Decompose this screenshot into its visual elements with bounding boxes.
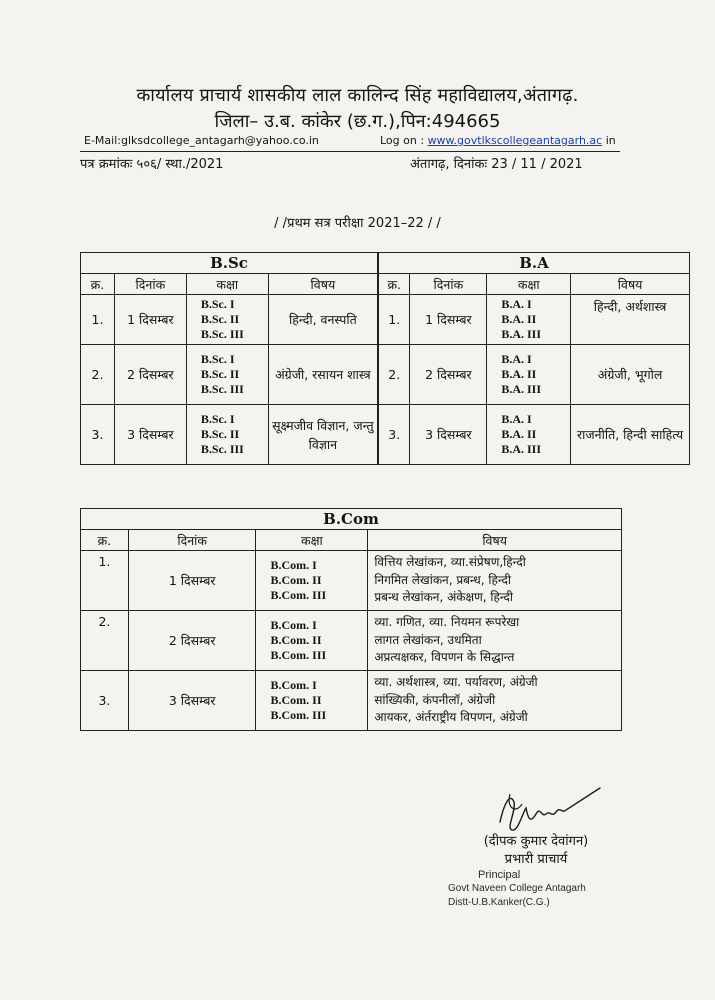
stamp-line: Govt Naveen College Antagarh (448, 883, 586, 894)
subject-list (368, 671, 622, 731)
office-address: जिला– उ.ब. कांकेर (छ.ग.),पिन:494665 (214, 111, 501, 132)
column-header-sno: क्र. (81, 274, 115, 295)
exam-date: 1 दिसम्बर (128, 551, 256, 611)
class-list (487, 345, 571, 405)
column-header-subject: विषय (571, 274, 690, 295)
letter-number: पत्र क्रमांकः ५०६/ स्था./2021 (80, 157, 224, 172)
exam-date: 2 दिसम्बर (128, 611, 256, 671)
serial-number: 3. (81, 671, 129, 731)
class-name: B.A. I (501, 352, 532, 366)
table-row (81, 405, 690, 465)
class-name: B.Com. II (270, 633, 322, 647)
column-header-date: दिनांक (410, 274, 487, 295)
exam-date: 2 दिसम्बर (114, 345, 186, 405)
logon-text (380, 134, 616, 147)
serial-number: 1. (378, 295, 410, 345)
class-name: B.Sc. III (200, 442, 244, 456)
class-list (186, 405, 268, 465)
bsc-ba-timetable (80, 252, 690, 465)
subject-line: लागत लेखांकन, उधमिता (374, 632, 482, 647)
letter-date: अंतागढ़, दिनांकः 23 / 11 / 2021 (410, 157, 583, 172)
class-name: B.Com. I (270, 558, 317, 572)
class-list (487, 405, 571, 465)
class-name: B.Sc. I (200, 412, 235, 426)
bcom-section-title: B.Com (81, 509, 622, 530)
class-name: B.Sc. I (200, 352, 235, 366)
exam-date: 2 दिसम्बर (410, 345, 487, 405)
subject-line: निगमित लेखांकन, प्रबन्ध, हिन्दी (374, 572, 512, 587)
ba-section-title: B.A (378, 253, 689, 274)
exam-subject: राजनीति, हिन्दी साहित्य (571, 405, 690, 465)
class-list (186, 345, 268, 405)
column-header-date: दिनांक (128, 530, 256, 551)
column-header-sno: क्र. (81, 530, 129, 551)
column-header-subject: विषय (368, 530, 622, 551)
website-link[interactable]: www.govtlkscollegeantagarh.ac (427, 134, 603, 147)
subject-line: अप्रत्यक्षकर, विपणन के सिद्धान्त (374, 650, 515, 665)
class-name: B.Com. III (270, 708, 327, 722)
table-row (81, 671, 622, 731)
column-header-class: कक्षा (256, 530, 368, 551)
exam-date: 3 दिसम्बर (410, 405, 487, 465)
serial-number: 2. (81, 611, 129, 671)
class-name: B.Com. II (270, 573, 322, 587)
class-name: B.Com. II (270, 693, 322, 707)
subject-line: आयकर, अंर्तराष्ट्रीय विपणन, अंग्रेजी (374, 710, 528, 725)
serial-number: 2. (378, 345, 410, 405)
exam-subject: हिन्दी, अर्थशास्त्र (571, 295, 690, 345)
class-name: B.Sc. III (200, 382, 244, 396)
subject-line: वित्तिय लेखांकन, व्या.संप्रेषण,हिन्दी (374, 555, 526, 570)
table-row (81, 551, 622, 611)
column-header-class: कक्षा (186, 274, 268, 295)
class-name: B.A. III (501, 327, 541, 341)
class-name: B.Com. I (270, 618, 317, 632)
exam-subject: अंग्रेजी, भूगोल (571, 345, 690, 405)
serial-number: 1. (81, 551, 129, 611)
class-name: B.A. II (501, 312, 537, 326)
signatory-name: (दीपक कुमार देवांगन) (483, 834, 589, 849)
table-row (81, 345, 690, 405)
bsc-section-title: B.Sc (81, 253, 379, 274)
email-text: E-Mail:glksdcollege_antagarh@yahoo.co.in (84, 134, 319, 147)
class-name: B.A. II (501, 367, 537, 381)
exam-subject: अंग्रेजी, रसायन शास्त्र (268, 345, 378, 405)
serial-number: 3. (378, 405, 410, 465)
stamp-line: Distt-U.B.Kanker(C.G.) (448, 897, 550, 908)
column-header-subject: विषय (268, 274, 378, 295)
exam-subject: हिन्दी, वनस्पति (268, 295, 378, 345)
exam-title: / /प्रथम सत्र परीक्षा 2021–22 / / (274, 216, 441, 231)
subject-line: प्रबन्ध लेखांकन, अंकेक्षण, हिन्दी (374, 590, 514, 605)
class-name: B.Com. III (270, 648, 327, 662)
serial-number: 1. (81, 295, 115, 345)
class-list (256, 611, 368, 671)
subject-line: व्या. गणित, व्या. नियमन रूपरेखा (374, 615, 520, 630)
office-heading: कार्यालय प्राचार्य शासकीय लाल कालिन्द सिंह महाविद्यालय,अंतागढ़. (136, 85, 579, 106)
class-list (256, 671, 368, 731)
class-name: B.A. III (501, 382, 541, 396)
header-divider (80, 151, 620, 152)
table-row (81, 611, 622, 671)
class-name: B.Sc. I (200, 297, 235, 311)
serial-number: 2. (81, 345, 115, 405)
subject-line: व्या. अर्थशास्त्र, व्या. पर्यावरण, अंग्रेजी (374, 675, 538, 690)
class-name: B.Sc. II (200, 312, 240, 326)
column-header-class: कक्षा (487, 274, 571, 295)
class-name: B.Sc. III (200, 327, 244, 341)
serial-number: 3. (81, 405, 115, 465)
class-list (487, 295, 571, 345)
exam-date: 3 दिसम्बर (114, 405, 186, 465)
class-name: B.A. I (501, 412, 532, 426)
subject-list (368, 611, 622, 671)
class-name: B.A. III (501, 442, 541, 456)
exam-date: 1 दिसम्बर (114, 295, 186, 345)
table-row (81, 295, 690, 345)
bcom-timetable (80, 508, 622, 731)
exam-date: 1 दिसम्बर (410, 295, 487, 345)
class-name: B.A. II (501, 427, 537, 441)
principal-stamp (448, 868, 588, 910)
signatory-designation: प्रभारी प्राचार्य (504, 852, 568, 867)
exam-subject: सूक्ष्मजीव विज्ञान, जन्तु विज्ञान (268, 405, 378, 465)
class-list (256, 551, 368, 611)
subject-line: सांख्यिकी, कंपनीलॉ, अंग्रेजी (374, 692, 496, 707)
stamp-line: Principal (478, 869, 521, 881)
exam-date: 3 दिसम्बर (128, 671, 256, 731)
column-header-date: दिनांक (114, 274, 186, 295)
class-name: B.Com. I (270, 678, 317, 692)
logon-suffix: in (605, 134, 616, 147)
class-list (186, 295, 268, 345)
column-header-sno: क्र. (378, 274, 410, 295)
class-name: B.A. I (501, 297, 532, 311)
logon-label: Log on : (380, 134, 425, 147)
class-name: B.Com. III (270, 588, 327, 602)
class-name: B.Sc. II (200, 367, 240, 381)
class-name: B.Sc. II (200, 427, 240, 441)
subject-list (368, 551, 622, 611)
